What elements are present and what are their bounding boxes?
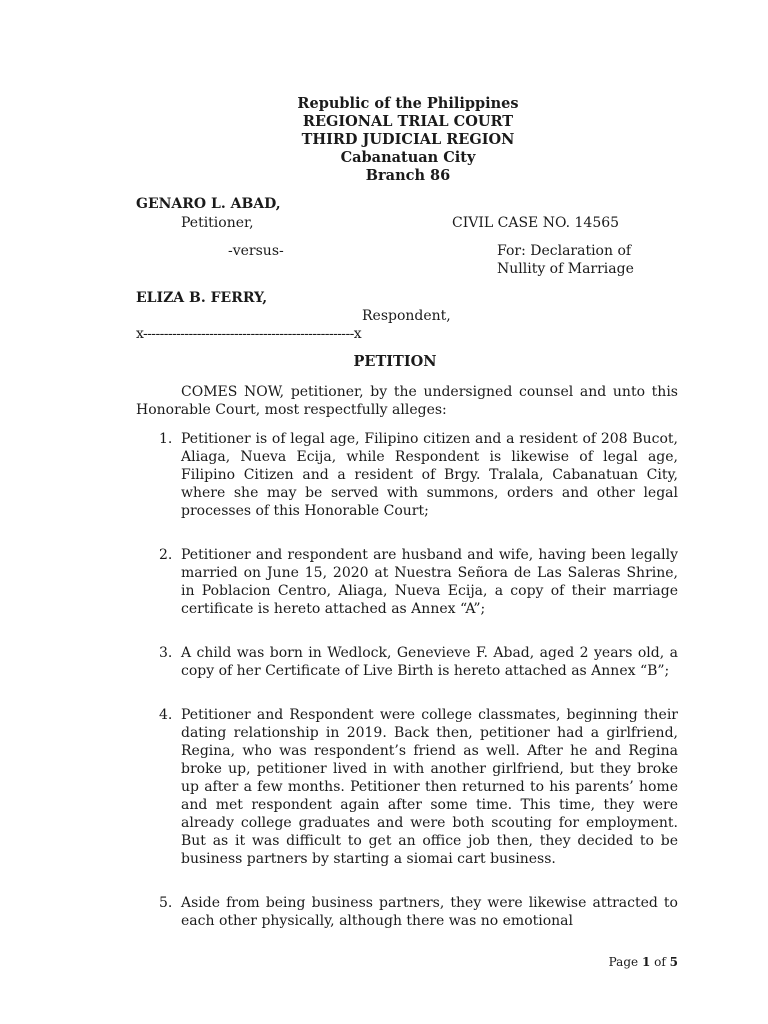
allegations-list [136, 430, 678, 930]
allegation-number: 2. [159, 547, 173, 563]
heading-court: REGIONAL TRIAL COURT [302, 113, 514, 130]
petitioner-role: Petitioner, [181, 215, 254, 231]
allegation-item [136, 546, 678, 618]
page-word: Page [608, 955, 639, 969]
caption-separator: x---------------------------------------------------x [136, 326, 361, 342]
allegation-item [136, 644, 678, 680]
allegation-text: Petitioner is of legal age, Filipino citizen and a resident of 208 Bucot, Aliaga, Nueva Ecija, while Respondent is likewise of legal age, Filipino Citizen and a resident of Brgy. Tralala, Cabanatuan City, where she may be served with summons, orders and other legal processes of this Honorable Court; [181, 431, 678, 519]
case-nature-line2: Nullity of Marriage [497, 261, 634, 277]
heading-region: THIRD JUDICIAL REGION [301, 131, 515, 148]
allegation-number: 5. [159, 895, 173, 911]
respondent-name: ELIZA B. FERRY, [136, 290, 268, 306]
allegation-item [136, 706, 678, 868]
versus-label: -versus- [228, 243, 284, 259]
allegation-text: Petitioner and respondent are husband and wife, having been legally married on June 15, 2020 at Nuestra Señora de Las Saleras Shrine, in Poblacion Centro, Aliaga, Nueva Ecija, a copy of their marriage certificate is hereto attached as Annex “A”; [181, 547, 678, 617]
allegation-text: Aside from being business partners, they were likewise attracted to each other physically, although there was no emotional [181, 895, 678, 929]
page-total: 5 [669, 955, 678, 969]
allegation-text: A child was born in Wedlock, Genevieve F. Abad, aged 2 years old, a copy of her Certificate of Live Birth is hereto attached as Annex “B”; [181, 645, 678, 679]
allegation-number: 3. [159, 645, 173, 661]
heading-republic: Republic of the Philippines [297, 95, 519, 112]
respondent-role: Respondent, [362, 308, 451, 324]
allegation-number: 4. [159, 707, 173, 723]
heading-city: Cabanatuan City [340, 149, 476, 166]
allegation-text: Petitioner and Respondent were college classmates, beginning their dating relationship in 2019. Back then, petitioner had a girlfriend, Regina, who was respondent’s friend as well. After he and Regina broke up, petitioner lived in with another girlfriend, but they broke up after a few months. Petitioner then returned to his parents’ home and met respondent again after some time. This time, they were already college graduates and were both scouting for employment. But as it was difficult to get an office job then, they decided to be business partners by starting a siomai cart business. [181, 707, 678, 867]
case-number: CIVIL CASE NO. 14565 [452, 215, 620, 231]
page-number [609, 955, 678, 969]
allegation-item [136, 894, 678, 930]
allegation-item [136, 430, 678, 520]
page-current: 1 [641, 955, 651, 969]
document-title: PETITION [353, 353, 437, 370]
heading-branch: Branch 86 [365, 167, 451, 184]
petitioner-name: GENARO L. ABAD, [136, 196, 281, 212]
of-word: of [654, 955, 666, 969]
allegation-number: 1. [159, 431, 173, 447]
case-nature-line1: For: Declaration of [497, 243, 632, 259]
intro-paragraph: COMES NOW, petitioner, by the undersigned counsel and unto this Honorable Court, most respectfully alleges: [136, 384, 678, 418]
court-heading [0, 95, 768, 185]
